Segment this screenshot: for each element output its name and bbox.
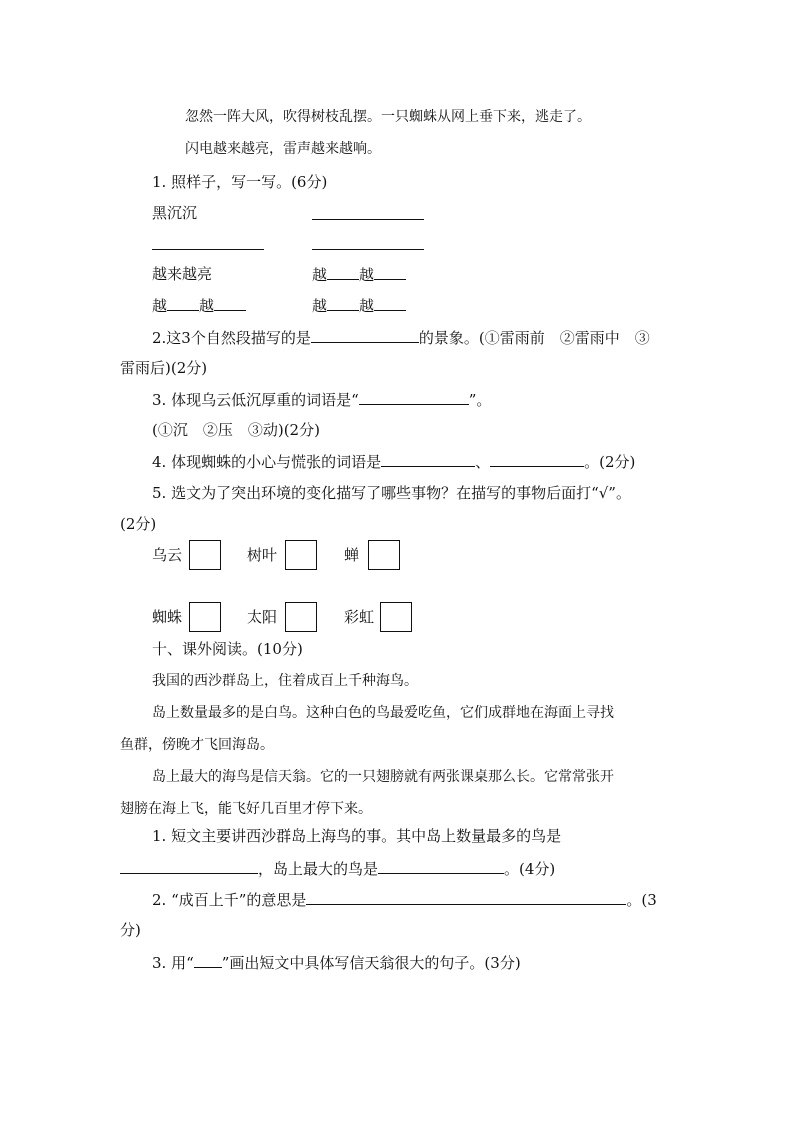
q5-line-1: 5. 选文为了突出环境的变化描写了哪些事物？在描写的事物后面打“√”。: [152, 484, 631, 502]
q1-example-1: 黑沉沉: [152, 204, 198, 222]
q1-answer-blank[interactable]: [312, 249, 424, 250]
s10-q1-text: ，岛上最大的鸟是: [258, 860, 379, 878]
q4-answer-blank[interactable]: [381, 451, 475, 467]
q2-options: 的景象。(①雷雨前 ②雷雨中 ③: [418, 329, 650, 347]
q2-text: 2.这3个自然段描写的是: [152, 329, 311, 347]
reading-paragraph-3: 岛上最大的海鸟是信天翁。它的一只翅膀就有两张课桌那么长。它常常张开: [152, 769, 614, 785]
s10-q2-score: 。(3: [626, 891, 657, 909]
q5-item-label: 太阳: [247, 608, 278, 626]
s10-q2-line-2: 分): [120, 921, 141, 939]
yue-char: 越: [199, 297, 215, 315]
q1-answer-blank[interactable]: [327, 264, 359, 280]
q5-checkbox[interactable]: [285, 540, 317, 570]
yue-char: 越: [359, 297, 375, 315]
q5-checkbox[interactable]: [189, 540, 221, 570]
s10-q2-answer-blank[interactable]: [306, 889, 626, 905]
yue-char: 越: [359, 266, 375, 284]
q3-text-end: ”。: [468, 391, 492, 409]
q5-checkbox[interactable]: [368, 540, 400, 570]
passage-line-1: 忽然一阵大风，吹得树枝乱摆。一只蜘蛛从网上垂下来，逃走了。: [185, 109, 591, 125]
q5-item-label: 乌云: [152, 546, 183, 564]
q1-yue-pattern: [152, 295, 246, 316]
s10-q1-line-2: [120, 858, 555, 879]
q1-answer-blank[interactable]: [374, 295, 406, 311]
q5-item-label: 蜘蛛: [152, 608, 183, 626]
reading-paragraph-2: 岛上数量最多的是白鸟。这种白色的鸟最爱吃鱼，它们成群地在海面上寻找: [152, 705, 614, 721]
q1-yue-pattern: [312, 295, 406, 316]
q5-line-2: (2分): [120, 515, 157, 533]
yue-char: 越: [152, 297, 168, 315]
q3-answer-blank[interactable]: [359, 389, 469, 405]
section-heading: 十、课外阅读。(10分): [152, 640, 303, 658]
q1-answer-blank[interactable]: [167, 295, 199, 311]
s10-q1-answer-blank[interactable]: [120, 858, 258, 874]
q5-checkbox[interactable]: [189, 602, 221, 632]
s10-q3-text: 3. 用“: [152, 954, 194, 972]
q3-line-1: [152, 389, 491, 410]
q4-answer-blank[interactable]: [490, 451, 584, 467]
q2-line-2: 雷雨后)(2分): [120, 359, 208, 377]
q4-text: 4. 体现蜘蛛的小心与慌张的词语是: [152, 453, 382, 471]
yue-char: 越: [312, 266, 328, 284]
q4-line: [152, 451, 635, 472]
underline-sample: [194, 952, 222, 968]
reading-paragraph-3-cont: 翅膀在海上飞，能飞好几百里才停下来。: [120, 801, 372, 817]
q1-answer-blank[interactable]: [152, 249, 264, 250]
q2-answer-blank[interactable]: [311, 327, 419, 343]
q2-line-1: [152, 327, 650, 348]
s10-q1-score: 。(4分): [504, 860, 556, 878]
q5-item-label: 彩虹: [344, 608, 375, 626]
q5-item-label: 蝉: [344, 546, 360, 564]
q1-example-2: 越来越亮: [152, 265, 213, 283]
q1-prompt: 1. 照样子，写一写。(6分): [152, 173, 328, 191]
s10-q3-line: [152, 952, 521, 973]
s10-q1-answer-blank[interactable]: [378, 858, 504, 874]
q1-answer-blank[interactable]: [374, 264, 406, 280]
q4-score: 。(2分): [584, 453, 636, 471]
q4-separator: 、: [475, 453, 491, 471]
passage-line-2: 闪电越来越亮，雷声越来越响。: [185, 141, 381, 157]
s10-q3-text-end: ”画出短文中具体写信天翁很大的句子。(3分): [221, 954, 521, 972]
s10-q2-text: 2. “成百上千”的意思是: [152, 891, 307, 909]
reading-paragraph-2-cont: 鱼群，傍晚才飞回海岛。: [120, 737, 274, 753]
q3-options: (①沉 ②压 ③动)(2分): [152, 421, 320, 439]
q1-yue-pattern: [312, 264, 406, 285]
s10-q1-line-1: 1. 短文主要讲西沙群岛上海鸟的事。其中岛上数量最多的鸟是: [152, 827, 562, 845]
q1-answer-blank[interactable]: [214, 295, 246, 311]
q1-answer-blank[interactable]: [327, 295, 359, 311]
reading-paragraph-1: 我国的西沙群岛上，住着成百上千种海鸟。: [152, 673, 418, 689]
q5-checkbox[interactable]: [380, 602, 412, 632]
s10-q2-line-1: [152, 889, 657, 910]
yue-char: 越: [312, 297, 328, 315]
q5-checkbox[interactable]: [285, 602, 317, 632]
q3-text: 3. 体现乌云低沉厚重的词语是“: [152, 391, 359, 409]
q5-item-label: 树叶: [247, 546, 278, 564]
q1-answer-blank[interactable]: [312, 219, 424, 220]
